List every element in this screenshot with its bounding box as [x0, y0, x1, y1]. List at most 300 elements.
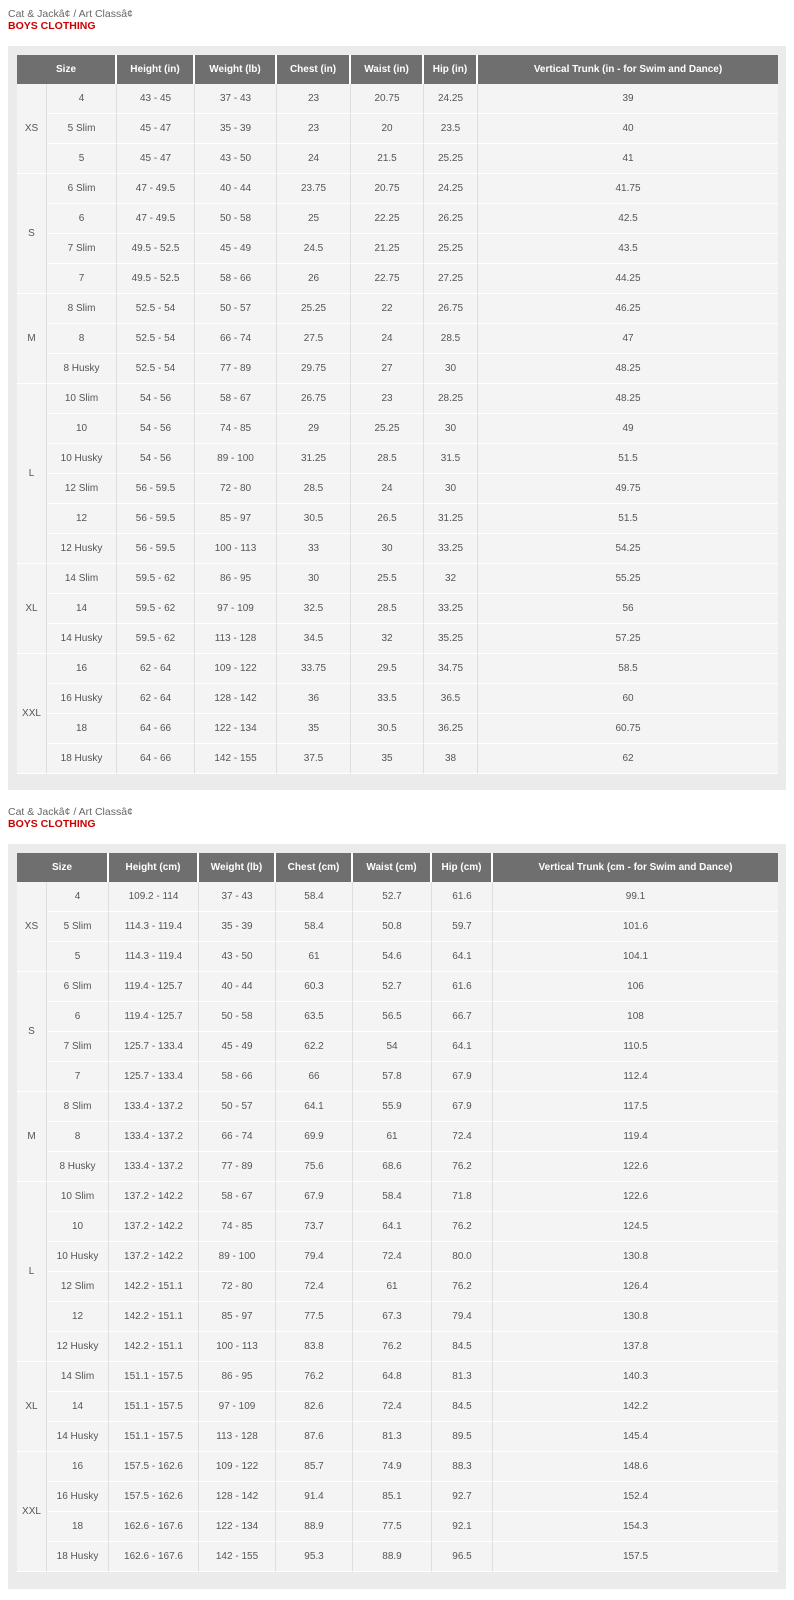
measurement-cell: 26.25: [424, 204, 478, 234]
table-row: [17, 294, 778, 324]
measurement-cell: 97 - 109: [199, 1392, 276, 1422]
size-cell: 14 Slim: [47, 564, 117, 594]
measurement-cell: 31.25: [277, 444, 351, 474]
measurement-cell: 101.6: [493, 912, 778, 942]
measurement-cell: 61: [276, 942, 353, 972]
measurement-cell: 137.2 - 142.2: [109, 1242, 199, 1272]
measurement-cell: 50 - 57: [195, 294, 277, 324]
measurement-cell: 114.3 - 119.4: [109, 912, 199, 942]
measurement-cell: 89 - 100: [199, 1242, 276, 1272]
measurement-cell: 142 - 155: [195, 744, 277, 774]
measurement-cell: 54 - 56: [117, 444, 195, 474]
measurement-cell: 64.1: [432, 1032, 493, 1062]
table-row: [17, 384, 778, 414]
measurement-cell: 67.3: [353, 1302, 432, 1332]
table-row: [17, 564, 778, 594]
measurement-cell: 45 - 47: [117, 144, 195, 174]
measurement-cell: 25.25: [351, 414, 424, 444]
measurement-cell: 54.6: [353, 942, 432, 972]
measurement-cell: 133.4 - 137.2: [109, 1152, 199, 1182]
measurement-cell: 24: [277, 144, 351, 174]
measurement-cell: 57.25: [478, 624, 778, 654]
measurement-cell: 137.2 - 142.2: [109, 1182, 199, 1212]
measurement-cell: 76.2: [276, 1362, 353, 1392]
table-row: [17, 414, 778, 444]
table-row: [17, 324, 778, 354]
size-cell: 8 Husky: [47, 1152, 109, 1182]
measurement-cell: 27.5: [277, 324, 351, 354]
measurement-cell: 162.6 - 167.6: [109, 1512, 199, 1542]
measurement-cell: 57.8: [353, 1062, 432, 1092]
measurement-cell: 151.1 - 157.5: [109, 1362, 199, 1392]
measurement-cell: 43 - 45: [117, 84, 195, 114]
table-row: [17, 1092, 778, 1122]
measurement-cell: 39: [478, 84, 778, 114]
measurement-cell: 73.7: [276, 1212, 353, 1242]
column-header: Vertical Trunk (in - for Swim and Dance): [478, 55, 778, 84]
measurement-cell: 58.4: [276, 912, 353, 942]
table-row: [17, 1482, 778, 1512]
measurement-cell: 23: [277, 84, 351, 114]
measurement-cell: 25: [277, 204, 351, 234]
measurement-cell: 130.8: [493, 1242, 778, 1272]
measurement-cell: 109 - 122: [199, 1452, 276, 1482]
table-row: [17, 354, 778, 384]
size-chart-section-cm: [8, 806, 786, 1592]
measurement-cell: 47 - 49.5: [117, 174, 195, 204]
measurement-cell: 31.5: [424, 444, 478, 474]
size-cell: 12: [47, 504, 117, 534]
measurement-cell: 52.7: [353, 972, 432, 1002]
measurement-cell: 47: [478, 324, 778, 354]
measurement-cell: 58.5: [478, 654, 778, 684]
table-row: [17, 684, 778, 714]
measurement-cell: 25.25: [277, 294, 351, 324]
measurement-cell: 157.5: [493, 1542, 778, 1572]
measurement-cell: 59.5 - 62: [117, 624, 195, 654]
measurement-cell: 133.4 - 137.2: [109, 1092, 199, 1122]
measurement-cell: 40 - 44: [199, 972, 276, 1002]
measurement-cell: 100 - 113: [195, 534, 277, 564]
measurement-cell: 122 - 134: [199, 1512, 276, 1542]
measurement-cell: 23.5: [424, 114, 478, 144]
size-cell: 8 Husky: [47, 354, 117, 384]
column-header: Weight (lb): [199, 853, 276, 882]
measurement-cell: 58 - 67: [195, 384, 277, 414]
measurement-cell: 64 - 66: [117, 714, 195, 744]
size-group-label: XXL: [17, 654, 47, 774]
column-header: Height (in): [117, 55, 195, 84]
measurement-cell: 68.6: [353, 1152, 432, 1182]
measurement-cell: 32: [351, 624, 424, 654]
measurement-cell: 37 - 43: [195, 84, 277, 114]
measurement-cell: 92.7: [432, 1482, 493, 1512]
size-group-label: S: [17, 972, 47, 1092]
measurement-cell: 89 - 100: [195, 444, 277, 474]
measurement-cell: 113 - 128: [199, 1422, 276, 1452]
measurement-cell: 59.7: [432, 912, 493, 942]
measurement-cell: 154.3: [493, 1512, 778, 1542]
measurement-cell: 41.75: [478, 174, 778, 204]
measurement-cell: 25.25: [424, 234, 478, 264]
table-header-row: [17, 853, 778, 882]
measurement-cell: 33.25: [424, 594, 478, 624]
measurement-cell: 97 - 109: [195, 594, 277, 624]
measurement-cell: 32.5: [277, 594, 351, 624]
measurement-cell: 36: [277, 684, 351, 714]
measurement-cell: 35: [351, 744, 424, 774]
measurement-cell: 112.4: [493, 1062, 778, 1092]
measurement-cell: 64.1: [353, 1212, 432, 1242]
measurement-cell: 74.9: [353, 1452, 432, 1482]
measurement-cell: 40 - 44: [195, 174, 277, 204]
measurement-cell: 24.25: [424, 84, 478, 114]
measurement-cell: 40: [478, 114, 778, 144]
table-row: [17, 114, 778, 144]
breadcrumb: Cat & Jackâ¢ / Art Classâ¢: [8, 8, 133, 20]
measurement-cell: 137.8: [493, 1332, 778, 1362]
size-cell: 12 Slim: [47, 1272, 109, 1302]
section-title: BOYS CLOTHING: [8, 818, 96, 830]
table-row: [17, 1182, 778, 1212]
measurement-cell: 67.9: [432, 1062, 493, 1092]
table-row: [17, 744, 778, 774]
measurement-cell: 52.5 - 54: [117, 354, 195, 384]
table-row: [17, 204, 778, 234]
table-header-row: [17, 55, 778, 84]
measurement-cell: 85 - 97: [199, 1302, 276, 1332]
measurement-cell: 25.25: [424, 144, 478, 174]
measurement-cell: 36.25: [424, 714, 478, 744]
measurement-cell: 72 - 80: [195, 474, 277, 504]
measurement-cell: 49.75: [478, 474, 778, 504]
table-row: [17, 594, 778, 624]
measurement-cell: 72 - 80: [199, 1272, 276, 1302]
measurement-cell: 126.4: [493, 1272, 778, 1302]
table-row: [17, 1362, 778, 1392]
measurement-cell: 56.5: [353, 1002, 432, 1032]
column-header: Size: [17, 853, 109, 882]
measurement-cell: 122 - 134: [195, 714, 277, 744]
measurement-cell: 75.6: [276, 1152, 353, 1182]
table-row: [17, 1002, 778, 1032]
size-cell: 8: [47, 324, 117, 354]
measurement-cell: 128 - 142: [199, 1482, 276, 1512]
size-cell: 14 Husky: [47, 1422, 109, 1452]
measurement-cell: 63.5: [276, 1002, 353, 1032]
table-row: [17, 1422, 778, 1452]
measurement-cell: 21.5: [351, 144, 424, 174]
measurement-cell: 119.4 - 125.7: [109, 972, 199, 1002]
measurement-cell: 76.2: [353, 1332, 432, 1362]
measurement-cell: 43 - 50: [199, 942, 276, 972]
measurement-cell: 86 - 95: [199, 1362, 276, 1392]
measurement-cell: 28.5: [277, 474, 351, 504]
measurement-cell: 44.25: [478, 264, 778, 294]
measurement-cell: 50.8: [353, 912, 432, 942]
size-group-label: XL: [17, 1362, 47, 1452]
measurement-cell: 22: [351, 294, 424, 324]
measurement-cell: 119.4: [493, 1122, 778, 1152]
column-header: Chest (in): [277, 55, 351, 84]
measurement-cell: 76.2: [432, 1152, 493, 1182]
measurement-cell: 56 - 59.5: [117, 534, 195, 564]
measurement-cell: 61: [353, 1272, 432, 1302]
measurement-cell: 28.5: [424, 324, 478, 354]
measurement-cell: 62 - 64: [117, 654, 195, 684]
measurement-cell: 83.8: [276, 1332, 353, 1362]
measurement-cell: 152.4: [493, 1482, 778, 1512]
measurement-cell: 26.75: [277, 384, 351, 414]
measurement-cell: 148.6: [493, 1452, 778, 1482]
table-row: [17, 1392, 778, 1422]
measurement-cell: 58 - 67: [199, 1182, 276, 1212]
measurement-cell: 28.25: [424, 384, 478, 414]
measurement-cell: 41: [478, 144, 778, 174]
size-cell: 16: [47, 1452, 109, 1482]
measurement-cell: 142.2: [493, 1392, 778, 1422]
measurement-cell: 81.3: [353, 1422, 432, 1452]
measurement-cell: 88.9: [276, 1512, 353, 1542]
size-cell: 10 Slim: [47, 1182, 109, 1212]
measurement-cell: 56 - 59.5: [117, 474, 195, 504]
table-row: [17, 1152, 778, 1182]
size-table-cm: [17, 853, 778, 1572]
table-row: [17, 942, 778, 972]
measurement-cell: 23: [351, 384, 424, 414]
measurement-cell: 35.25: [424, 624, 478, 654]
measurement-cell: 54.25: [478, 534, 778, 564]
measurement-cell: 62.2: [276, 1032, 353, 1062]
size-cell: 12 Husky: [47, 534, 117, 564]
table-row: [17, 1332, 778, 1362]
measurement-cell: 59.5 - 62: [117, 564, 195, 594]
column-header: Height (cm): [109, 853, 199, 882]
measurement-cell: 137.2 - 142.2: [109, 1212, 199, 1242]
measurement-cell: 22.75: [351, 264, 424, 294]
measurement-cell: 142.2 - 151.1: [109, 1332, 199, 1362]
measurement-cell: 35 - 39: [199, 912, 276, 942]
table-row: [17, 444, 778, 474]
measurement-cell: 64.1: [276, 1092, 353, 1122]
measurement-cell: 52.7: [353, 882, 432, 912]
measurement-cell: 72.4: [432, 1122, 493, 1152]
measurement-cell: 74 - 85: [199, 1212, 276, 1242]
measurement-cell: 55.9: [353, 1092, 432, 1122]
measurement-cell: 27: [351, 354, 424, 384]
measurement-cell: 54: [353, 1032, 432, 1062]
measurement-cell: 157.5 - 162.6: [109, 1452, 199, 1482]
measurement-cell: 26: [277, 264, 351, 294]
measurement-cell: 25.5: [351, 564, 424, 594]
measurement-cell: 64 - 66: [117, 744, 195, 774]
table-row: [17, 474, 778, 504]
measurement-cell: 69.9: [276, 1122, 353, 1152]
measurement-cell: 28.5: [351, 594, 424, 624]
measurement-cell: 109 - 122: [195, 654, 277, 684]
measurement-cell: 47 - 49.5: [117, 204, 195, 234]
measurement-cell: 89.5: [432, 1422, 493, 1452]
size-cell: 5: [47, 144, 117, 174]
measurement-cell: 142 - 155: [199, 1542, 276, 1572]
measurement-cell: 151.1 - 157.5: [109, 1392, 199, 1422]
size-cell: 12 Slim: [47, 474, 117, 504]
measurement-cell: 45 - 49: [195, 234, 277, 264]
size-group-label: M: [17, 294, 47, 384]
measurement-cell: 92.1: [432, 1512, 493, 1542]
size-cell: 16: [47, 654, 117, 684]
size-group-label: XXL: [17, 1452, 47, 1572]
measurement-cell: 66 - 74: [195, 324, 277, 354]
column-header: Size: [17, 55, 117, 84]
measurement-cell: 20: [351, 114, 424, 144]
measurement-cell: 85.7: [276, 1452, 353, 1482]
measurement-cell: 104.1: [493, 942, 778, 972]
column-header: Waist (cm): [353, 853, 432, 882]
measurement-cell: 34.5: [277, 624, 351, 654]
measurement-cell: 67.9: [276, 1182, 353, 1212]
measurement-cell: 74 - 85: [195, 414, 277, 444]
measurement-cell: 64.8: [353, 1362, 432, 1392]
measurement-cell: 60: [478, 684, 778, 714]
size-table-panel: [8, 46, 786, 790]
table-row: [17, 534, 778, 564]
table-row: [17, 264, 778, 294]
measurement-cell: 24: [351, 324, 424, 354]
table-row: [17, 174, 778, 204]
measurement-cell: 50 - 57: [199, 1092, 276, 1122]
measurement-cell: 85 - 97: [195, 504, 277, 534]
measurement-cell: 43.5: [478, 234, 778, 264]
measurement-cell: 60.75: [478, 714, 778, 744]
measurement-cell: 77.5: [353, 1512, 432, 1542]
measurement-cell: 81.3: [432, 1362, 493, 1392]
size-group-label: XS: [17, 882, 47, 972]
measurement-cell: 48.25: [478, 384, 778, 414]
measurement-cell: 79.4: [276, 1242, 353, 1272]
measurement-cell: 32: [424, 564, 478, 594]
column-header: Vertical Trunk (cm - for Swim and Dance): [493, 853, 778, 882]
measurement-cell: 28.5: [351, 444, 424, 474]
table-row: [17, 144, 778, 174]
measurement-cell: 77 - 89: [199, 1152, 276, 1182]
table-row: [17, 1212, 778, 1242]
measurement-cell: 84.5: [432, 1392, 493, 1422]
size-table-panel: [8, 844, 786, 1589]
size-group-label: M: [17, 1092, 47, 1182]
measurement-cell: 49: [478, 414, 778, 444]
table-row: [17, 1062, 778, 1092]
size-cell: 6 Slim: [47, 972, 109, 1002]
measurement-cell: 24.25: [424, 174, 478, 204]
column-header: Waist (in): [351, 55, 424, 84]
measurement-cell: 88.9: [353, 1542, 432, 1572]
measurement-cell: 122.6: [493, 1182, 778, 1212]
measurement-cell: 30: [277, 564, 351, 594]
measurement-cell: 145.4: [493, 1422, 778, 1452]
measurement-cell: 58.4: [276, 882, 353, 912]
measurement-cell: 122.6: [493, 1152, 778, 1182]
measurement-cell: 24: [351, 474, 424, 504]
measurement-cell: 61.6: [432, 972, 493, 1002]
measurement-cell: 84.5: [432, 1332, 493, 1362]
table-row: [17, 972, 778, 1002]
measurement-cell: 61.6: [432, 882, 493, 912]
measurement-cell: 34.75: [424, 654, 478, 684]
measurement-cell: 88.3: [432, 1452, 493, 1482]
measurement-cell: 76.2: [432, 1212, 493, 1242]
measurement-cell: 45 - 49: [199, 1032, 276, 1062]
breadcrumb: Cat & Jackâ¢ / Art Classâ¢: [8, 806, 133, 818]
measurement-cell: 162.6 - 167.6: [109, 1542, 199, 1572]
size-cell: 14 Husky: [47, 624, 117, 654]
measurement-cell: 58.4: [353, 1182, 432, 1212]
size-cell: 5: [47, 942, 109, 972]
measurement-cell: 95.3: [276, 1542, 353, 1572]
measurement-cell: 38: [424, 744, 478, 774]
measurement-cell: 64.1: [432, 942, 493, 972]
size-cell: 7 Slim: [47, 1032, 109, 1062]
measurement-cell: 66 - 74: [199, 1122, 276, 1152]
table-row: [17, 714, 778, 744]
measurement-cell: 30: [424, 354, 478, 384]
measurement-cell: 55.25: [478, 564, 778, 594]
measurement-cell: 23: [277, 114, 351, 144]
measurement-cell: 50 - 58: [195, 204, 277, 234]
table-row: [17, 1512, 778, 1542]
measurement-cell: 151.1 - 157.5: [109, 1422, 199, 1452]
measurement-cell: 125.7 - 133.4: [109, 1062, 199, 1092]
size-cell: 16 Husky: [47, 684, 117, 714]
measurement-cell: 26.5: [351, 504, 424, 534]
column-header: Hip (cm): [432, 853, 493, 882]
measurement-cell: 61: [353, 1122, 432, 1152]
measurement-cell: 142.2 - 151.1: [109, 1302, 199, 1332]
measurement-cell: 30: [424, 414, 478, 444]
size-cell: 6 Slim: [47, 174, 117, 204]
size-cell: 16 Husky: [47, 1482, 109, 1512]
measurement-cell: 130.8: [493, 1302, 778, 1332]
measurement-cell: 29.75: [277, 354, 351, 384]
table-row: [17, 1032, 778, 1062]
size-cell: 8: [47, 1122, 109, 1152]
size-chart-section-inches: [8, 8, 786, 790]
size-cell: 14: [47, 594, 117, 624]
measurement-cell: 110.5: [493, 1032, 778, 1062]
table-row: [17, 1542, 778, 1572]
measurement-cell: 114.3 - 119.4: [109, 942, 199, 972]
section-title: BOYS CLOTHING: [8, 20, 96, 32]
size-cell: 10: [47, 414, 117, 444]
table-row: [17, 504, 778, 534]
measurement-cell: 33: [277, 534, 351, 564]
measurement-cell: 62: [478, 744, 778, 774]
size-cell: 6: [47, 1002, 109, 1032]
table-row: [17, 1302, 778, 1332]
size-cell: 10 Husky: [47, 1242, 109, 1272]
table-row: [17, 234, 778, 264]
measurement-cell: 27.25: [424, 264, 478, 294]
measurement-cell: 54 - 56: [117, 414, 195, 444]
column-header: Chest (cm): [276, 853, 353, 882]
measurement-cell: 35: [277, 714, 351, 744]
measurement-cell: 48.25: [478, 354, 778, 384]
size-cell: 14 Slim: [47, 1362, 109, 1392]
size-group-label: L: [17, 1182, 47, 1362]
measurement-cell: 80.0: [432, 1242, 493, 1272]
measurement-cell: 79.4: [432, 1302, 493, 1332]
size-cell: 5 Slim: [47, 912, 109, 942]
